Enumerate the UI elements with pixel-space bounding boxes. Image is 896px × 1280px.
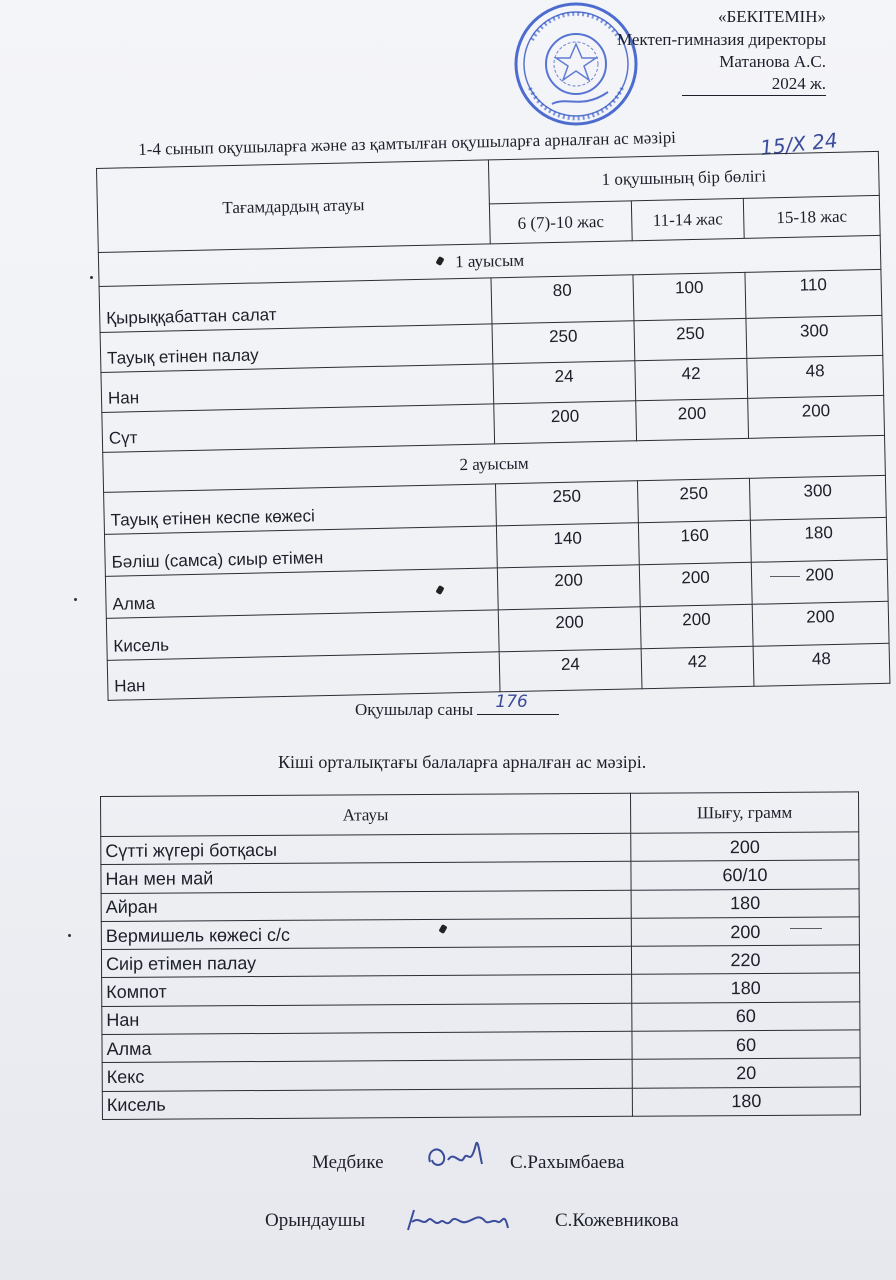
item-value: 180 [631, 888, 859, 918]
student-count-value: 176 [495, 692, 528, 712]
column-header-portion: 1 оқушының бір бөлігі [488, 151, 879, 203]
portion-value: 160 [638, 520, 751, 564]
main-menu-table [96, 151, 889, 700]
nurse-signature [424, 1136, 490, 1176]
portion-value: 200 [636, 398, 749, 440]
portion-value: 200 [494, 401, 637, 444]
item-value: 60/10 [631, 860, 859, 890]
portion-value: 200 [497, 565, 640, 610]
center-menu-title: Кіші орталықтағы балаларға арналған ас мәзірі. [278, 752, 647, 772]
item-value: 180 [632, 1087, 860, 1117]
dish-name: Бәліш (самса) сиыр етімен [104, 526, 497, 577]
item-name: Кисель [102, 1088, 632, 1120]
shift-1-label: 1 ауысым [98, 235, 881, 286]
nurse-role: Медбике [312, 1152, 384, 1173]
item-value: 220 [631, 945, 859, 975]
portion-value: 110 [745, 269, 882, 318]
portion-value: 48 [753, 643, 890, 686]
dish-name: Нан [107, 652, 500, 701]
item-value: 60 [632, 1030, 860, 1060]
portion-value: 140 [496, 523, 639, 568]
menu-title: 1-4 сынып оқушыларға және аз қамтылған оқушыларға арналған ас мәзірі [138, 127, 677, 159]
dish-name: Нан [101, 364, 494, 413]
item-name: Алма [102, 1031, 632, 1063]
dish-name: Кисель [106, 610, 499, 661]
dish-name: Қырыққабаттан салат [99, 278, 492, 333]
portion-value: 200 [748, 395, 885, 438]
item-value: 180 [632, 973, 860, 1003]
column-header-dish: Тағамдардың атауы [97, 160, 491, 253]
portion-value: 200 [752, 601, 889, 646]
portion-value: 200 [640, 604, 753, 648]
nurse-name: С.Рахымбаева [510, 1152, 625, 1173]
dish-name: Алма [105, 568, 498, 619]
item-value: 200 [631, 917, 859, 947]
executor-signature [404, 1200, 514, 1240]
portion-value: 42 [635, 358, 748, 400]
stray-dot [74, 598, 77, 601]
student-count-blank [477, 692, 559, 715]
dish-name: Тауық етінен палау [100, 324, 493, 373]
column-header-weight: Шығу, грамм [630, 792, 858, 833]
portion-value: 80 [491, 275, 634, 324]
approval-position: Мектеп-гимназия директоры [616, 30, 826, 49]
stray-dot [68, 934, 71, 937]
item-value: 60 [632, 1002, 860, 1032]
portion-value: 250 [495, 481, 638, 526]
shift-2-label: 2 ауысым [103, 435, 886, 492]
portion-value: 24 [499, 649, 642, 692]
stray-dot [90, 276, 93, 279]
student-count-label: Оқушылар саны [355, 700, 474, 719]
approval-block [617, 6, 826, 96]
item-name: Сүтті жүгері ботқасы [101, 833, 631, 865]
pencil-stroke [790, 928, 822, 929]
pencil-stroke [770, 576, 800, 577]
center-menu-table [100, 791, 860, 1120]
handwritten-date: 15/X 24 [758, 128, 839, 160]
item-name: Сиір етімен палау [101, 946, 631, 978]
age-group-header: 15-18 жас [743, 195, 880, 238]
dish-name: Тауық етінен кеспе көжесі [104, 484, 497, 535]
portion-value: 300 [746, 315, 883, 358]
item-name: Нан [102, 1003, 632, 1035]
portion-value: 250 [634, 318, 747, 360]
portion-value: 250 [637, 478, 750, 522]
portion-value: 24 [493, 361, 636, 404]
portion-value: 200 [498, 607, 641, 652]
age-group-header: 6 (7)-10 жас [489, 201, 632, 244]
portion-value: 200 [751, 559, 888, 604]
executor-name: С.Кожевникова [555, 1210, 679, 1231]
portion-value: 48 [747, 355, 884, 398]
portion-value: 100 [633, 272, 746, 320]
executor-role: Орындаушы [265, 1210, 366, 1231]
column-header-name: Атауы [101, 793, 631, 836]
item-name: Кекс [102, 1060, 632, 1092]
portion-value: 42 [641, 646, 754, 688]
portion-value: 200 [639, 562, 752, 606]
portion-value: 300 [749, 475, 886, 520]
approval-heading: «БЕКІТЕМІН» [718, 7, 826, 26]
item-name: Вермишель көжесі с/с [101, 918, 631, 950]
item-value: 20 [632, 1058, 860, 1088]
age-group-header: 11-14 жас [631, 198, 744, 240]
approval-person: Матанова А.С. [719, 52, 826, 71]
item-name: Компот [102, 975, 632, 1007]
portion-value: 180 [750, 517, 887, 562]
portion-value: 250 [492, 321, 635, 364]
student-count [355, 692, 559, 720]
item-name: Айран [101, 890, 631, 922]
dish-name: Сүт [102, 404, 495, 453]
item-name: Нан мен май [101, 862, 631, 894]
approval-date: 2024 ж. [682, 73, 826, 96]
item-value: 200 [631, 832, 859, 862]
